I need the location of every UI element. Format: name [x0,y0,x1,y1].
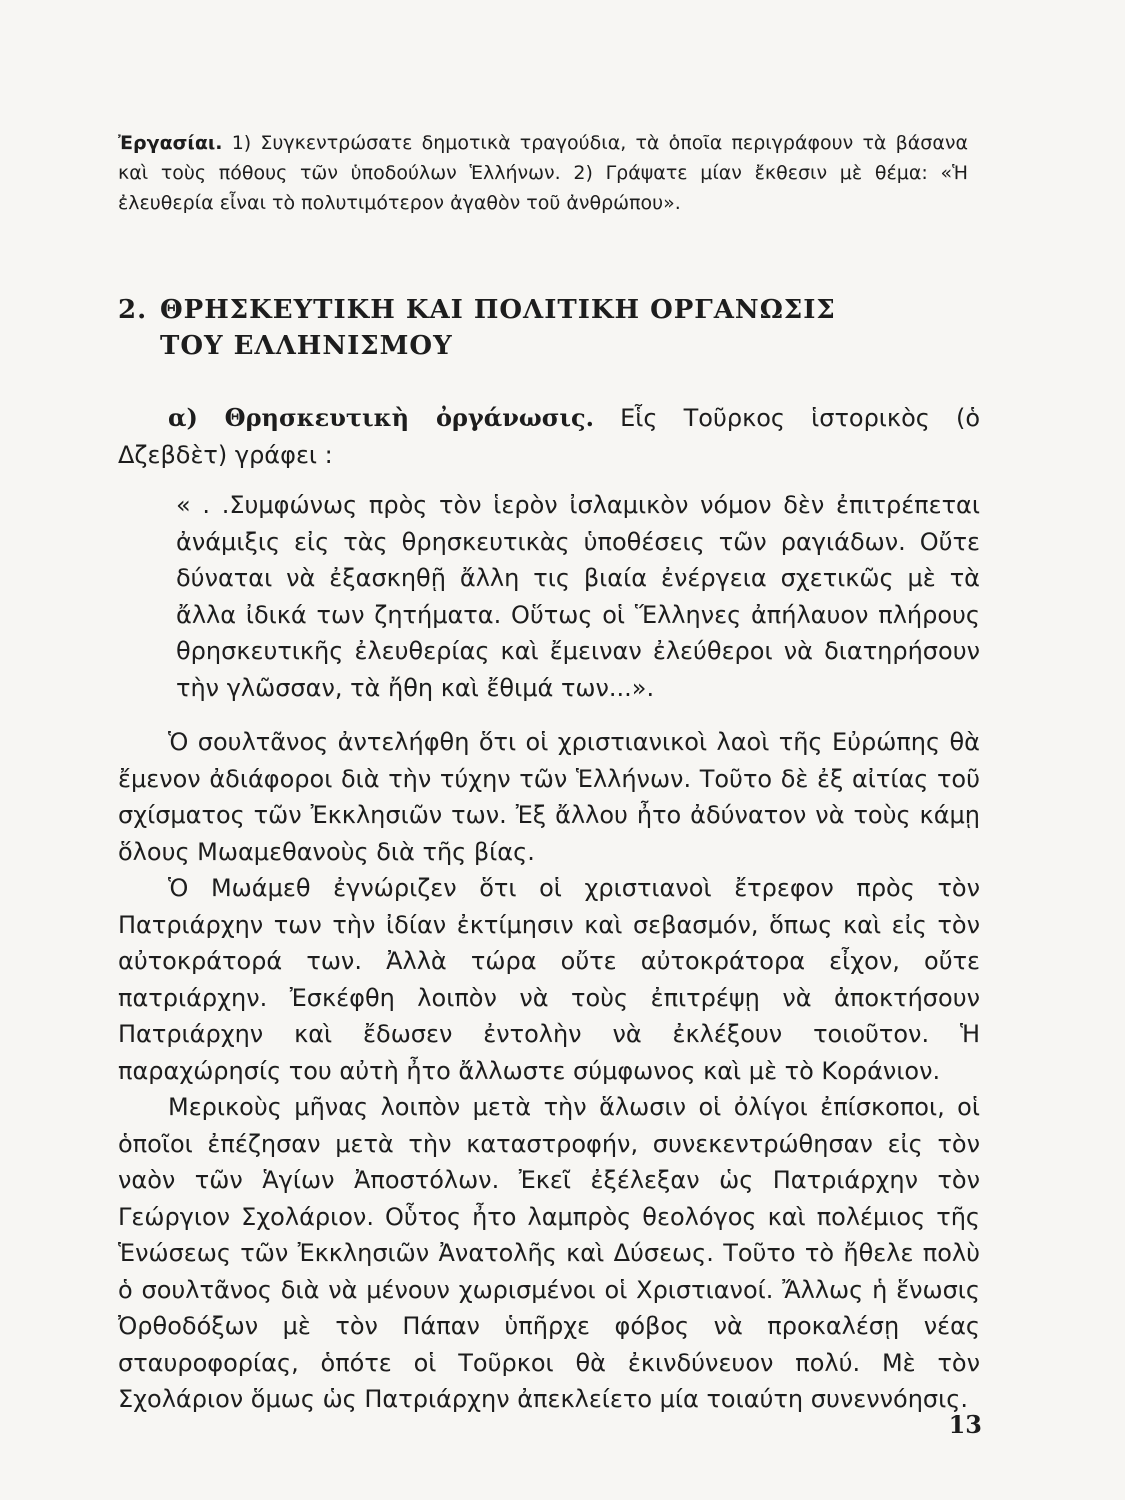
section-title-line1: ΘΡΗΣΚΕΥΤΙΚΗ ΚΑΙ ΠΟΛΙΤΙΚΗ ΟΡΓΑΝΩΣΙΣ [160,295,836,325]
subsection-intro: Εἷς Τοῦρκος ἱστορικὸς (ὁ Δζεβδὲτ) γράφει : [118,404,980,469]
exercises-label: Ἐργασίαι. [118,132,223,154]
body-text [118,400,980,1418]
subsection-paragraph [118,400,980,473]
section-heading [118,292,968,364]
section-number: 2. [118,295,148,325]
exercises-text: 1) Συγκεντρώσατε δημοτικὰ τραγούδια, τὰ ὁποῖα περιγράφουν τὰ βάσανα καὶ τοὺς πόθους τῶν ὑποδούλων Ἑλλήνων. 2) Γράψατε μίαν ἔκθεσιν μὲ θέμα: «Ἡ ἐλευθερία εἶναι τὸ πολυτιμότερον ἀγαθὸν τοῦ ἀνθρώπου». [118,132,968,214]
section-title-line2: ΤΟΥ ΕΛΛΗΝΙΣΜΟΥ [160,331,453,361]
paragraph-mehmed: Ὁ Μωάμεθ ἐγνώριζεν ὅτι οἱ χριστιανοὶ ἔτρεφον πρὸς τὸν Πατριάρχην των τὴν ἰδίαν ἐκτίμησιν καὶ σεβασμόν, ὅπως καὶ εἰς τὸν αὐτοκράτορά των. Ἀλλὰ τώρα οὔτε αὐτοκράτορα εἶχον, οὔτε πατριάρχην. Ἐσκέφθη λοιπὸν νὰ τοὺς ἐπιτρέψῃ νὰ ἀποκτήσουν Πατριάρχην καὶ ἔδωσεν ἐντολὴν νὰ ἐκλέξουν τοιοῦτον. Ἡ παραχώρησίς του αὐτὴ ἦτο ἄλλωστε σύμφωνος καὶ μὲ τὸ Κοράνιον. [118,874,980,1085]
exercises-paragraph [118,128,968,218]
block-quote [118,487,980,706]
paragraph-election: Μερικοὺς μῆνας λοιπὸν μετὰ τὴν ἅλωσιν οἱ ὀλίγοι ἐπίσκοποι, οἱ ὁποῖοι ἐπέζησαν μετὰ τὴν καταστροφήν, συνεκεντρώθησαν εἰς τὸν ναὸν τῶν Ἁγίων Ἀποστόλων. Ἐκεῖ ἐξέλεξαν ὡς Πατριάρχην τὸν Γεώργιον Σχολάριον. Οὗτος ἦτο λαμπρὸς θεολόγος καὶ πολέμιος τῆς Ἑνώσεως τῶν Ἐκκλησιῶν Ἀνατολῆς καὶ Δύσεως. Τοῦτο τὸ ἤθελε πολὺ ὁ σουλτᾶνος διὰ νὰ μένουν χωρισμένοι οἱ Χριστιανοί. Ἄλλως ἡ ἕνωσις Ὀρθοδόξων μὲ τὸν Πάπαν ὑπῆρχε φόβος νὰ προκαλέσῃ νέας σταυροφορίας, ὁπότε οἱ Τοῦρκοι θὰ ἐκινδύνευον πολύ. Μὲ τὸν Σχολάριον ὅμως ὡς Πατριάρχην ἀπεκλείετο μία τοιαύτη συνεννόησις. [118,1093,980,1413]
subsection-label: α) Θρησκευτικὴ ὀργάνωσις. [168,403,595,432]
quote-text: « . .Συμφώνως πρὸς τὸν ἱερὸν ἰσλαμικὸν νόμον δὲν ἐπιτρέπεται ἀνάμιξις εἰς τὰς θρησκευτικὰς ὑποθέσεις τῶν ραγιάδων. Οὔτε δύναται νὰ ἐξασκηθῇ ἄλλη τις βιαία ἐνέργεια σχετικῶς μὲ τὰ ἄλλα ἰδικά των ζητήματα. Οὕτως οἱ Ἕλληνες ἀπήλαυον πλήρους θρησκευτικῆς ἐλευθερίας καὶ ἔμειναν ἐλεύθεροι νὰ διατηρήσουν τὴν γλῶσσαν, τὰ ἤθη καὶ ἔθιμά των...». [176,491,980,702]
paragraph-sultan: Ὁ σουλτᾶνος ἀντελήφθη ὅτι οἱ χριστιανικοὶ λαοὶ τῆς Εὐρώπης θὰ ἔμενον ἀδιάφοροι διὰ τὴν τύχην τῶν Ἑλλήνων. Τοῦτο δὲ ἐξ αἰτίας τοῦ σχίσματος τῶν Ἐκκλησιῶν των. Ἐξ ἄλλου ἦτο ἀδύνατον νὰ τοὺς κάμῃ ὅλους Μωαμεθανοὺς διὰ τῆς βίας. [118,728,980,866]
page-number: 13 [948,1410,982,1439]
